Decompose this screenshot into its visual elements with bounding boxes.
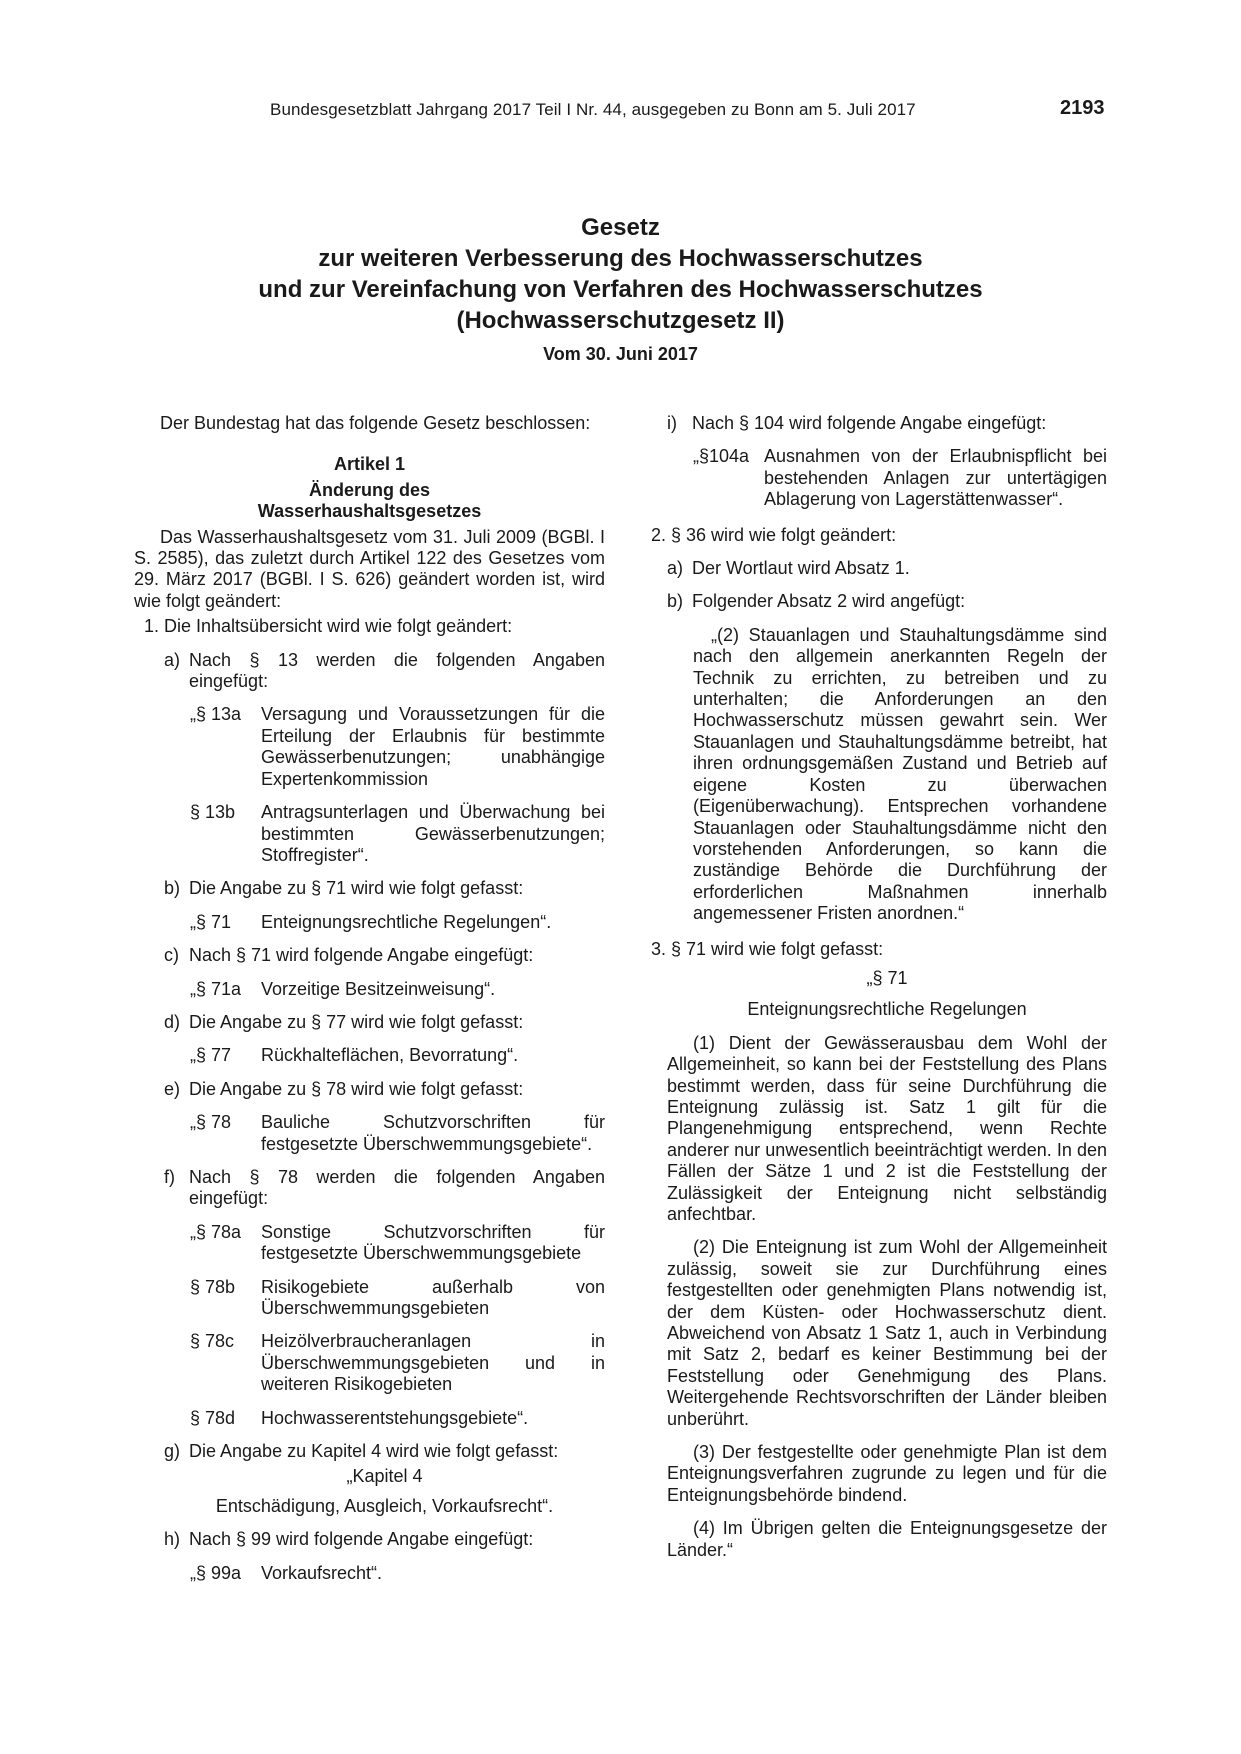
list-item-b xyxy=(164,878,605,899)
entry-text: Vorkaufsrecht“. xyxy=(261,1562,383,1583)
entry-text: Vorzeitige Besitzeinweisung“. xyxy=(261,978,496,999)
list-label: d) xyxy=(164,1011,181,1032)
right-column xyxy=(641,413,1107,1561)
article-title-line-2: Wasserhaushaltsgesetzes xyxy=(257,501,482,522)
list-item-2b xyxy=(667,591,1107,612)
chapter-quote-heading: „Kapitel 4 xyxy=(346,1466,423,1487)
list-text: Nach § 13 werden die folgenden Angaben eingefügt: xyxy=(189,649,605,692)
intro-paragraph: Der Bundestag hat das folgende Gesetz beschlossen: xyxy=(160,413,591,433)
article-heading: Artikel 1 xyxy=(333,454,406,475)
entry-number: § 78d xyxy=(190,1407,236,1428)
list-label: a) xyxy=(164,649,181,670)
entry-number: „§ 71a xyxy=(190,978,242,999)
law-date: Vom 30. Juni 2017 xyxy=(543,344,698,364)
list-text: Die Angabe zu § 71 wird wie folgt gefasst: xyxy=(189,878,524,899)
toc-entry xyxy=(190,912,605,933)
toc-entry xyxy=(190,704,605,790)
list-label: 3. xyxy=(651,938,667,959)
title-line-4: (Hochwasserschutzgesetz II) xyxy=(456,307,785,334)
title-line-1: Gesetz xyxy=(581,214,660,241)
page-number: 2193 xyxy=(1060,97,1105,119)
list-text: Die Angabe zu Kapitel 4 wird wie folgt gefasst: xyxy=(189,1441,559,1462)
toc-entry xyxy=(190,1222,605,1265)
list-text: Die Angabe zu § 77 wird wie folgt gefasst: xyxy=(189,1011,524,1032)
toc-entry xyxy=(190,979,605,1000)
entry-number: § 78b xyxy=(190,1276,236,1297)
entry-number: „§ 13a xyxy=(190,704,242,725)
list-label: b) xyxy=(164,878,181,899)
list-label: e) xyxy=(164,1078,181,1099)
article-title-line-1: Änderung des xyxy=(308,479,430,500)
toc-entry xyxy=(190,1408,605,1429)
section-71-paragraph-1: (1) Dient der Gewässerausbau dem Wohl der Allgemeinheit, so kann bei der Feststellung des Plans bestimmt werden, dass für seine Durchführung die Enteignung zulässig ist. Satz 1 gilt für die Plangenehmigung entsprechend, wenn Rechte anderer nur unwesentlich beeinträchtigt werden. In den Fällen der Sätze 1 und 2 ist die Feststellung der Zulässigkeit der Enteignung nicht selbständig anfechtbar. xyxy=(667,1032,1107,1224)
list-item-2 xyxy=(641,525,1107,546)
list-item-c xyxy=(164,945,605,966)
toc-entry xyxy=(190,1563,605,1584)
entry-number: „§104a xyxy=(693,446,750,467)
list-item-f xyxy=(164,1167,605,1210)
list-text: Die Inhaltsübersicht wird wie folgt geändert: xyxy=(164,616,513,637)
list-item-e xyxy=(164,1079,605,1100)
entry-text: Enteignungsrechtliche Regelungen“. xyxy=(261,911,552,932)
list-item-g xyxy=(164,1441,605,1462)
entry-text: Bauliche Schutzvorschriften für festgesetzte Überschwemmungsgebiete“. xyxy=(261,1112,605,1154)
list-item-3 xyxy=(641,939,1107,960)
list-item-h xyxy=(164,1529,605,1550)
toc-entry xyxy=(190,1331,605,1395)
list-text: Der Wortlaut wird Absatz 1. xyxy=(692,558,910,579)
entry-text: Risikogebiete außerhalb von Überschwemmungsgebieten xyxy=(261,1276,605,1318)
list-item-a xyxy=(164,650,605,693)
list-label: f) xyxy=(164,1166,175,1187)
list-label: h) xyxy=(164,1529,181,1550)
entry-number: § 13b xyxy=(190,802,236,823)
toc-entry xyxy=(190,1277,605,1320)
entry-text: Sonstige Schutzvorschriften für festgesetzte Überschwemmungsgebiete xyxy=(261,1221,605,1264)
list-label: a) xyxy=(667,558,684,579)
list-label: i) xyxy=(667,413,677,433)
entry-number: „§ 77 xyxy=(190,1045,232,1066)
title-line-3: und zur Vereinfachung von Verfahren des Hochwasserschutzes xyxy=(258,276,983,303)
entry-number: „§ 99a xyxy=(190,1562,242,1583)
list-item-1 xyxy=(134,616,605,637)
list-text: Nach § 78 werden die folgenden Angaben eingefügt: xyxy=(189,1166,605,1209)
chapter-quote-title: Entschädigung, Ausgleich, Vorkaufsrecht“. xyxy=(215,1495,554,1516)
entry-text: Rückhalteflächen, Bevorratung“. xyxy=(261,1045,519,1066)
running-header: Bundesgesetzblatt Jahrgang 2017 Teil I Nr. 44, ausgegeben zu Bonn am 5. Juli 2017 xyxy=(270,100,916,119)
list-text: § 71 wird wie folgt gefasst: xyxy=(671,938,884,959)
section-71-paragraph-2: (2) Die Enteignung ist zum Wohl der Allgemeinheit zulässig, soweit sie zur Durchführung eines festgestellten oder genehmigten Plans notwendig ist, der dem Küsten- oder Hochwasserschutz dient. Abweichend von Absatz 1 Satz 1, auch in Verbindung mit Satz 2, bedarf es keiner Bestimmung bei der Feststellung oder Genehmigung des Plans. Weitergehende Rechtsvorschriften der Länder bleiben unberührt. xyxy=(667,1237,1107,1429)
list-item-i xyxy=(667,413,1107,434)
list-text: Folgender Absatz 2 wird angefügt: xyxy=(692,591,966,612)
toc-entry xyxy=(693,446,1107,510)
entry-number: „§ 71 xyxy=(190,911,232,932)
list-item-d xyxy=(164,1012,605,1033)
entry-text: Ausnahmen von der Erlaubnispflicht bei bestehenden Anlagen zur untertägigen Ablagerung von Lagerstättenwasser“. xyxy=(764,446,1107,510)
entry-text: Antragsunterlagen und Überwachung bei bestimmten Gewässerbenutzungen; Stoffregister“. xyxy=(261,802,605,865)
list-text: Nach § 104 wird folgende Angabe eingefügt: xyxy=(692,413,1047,433)
list-label: c) xyxy=(164,945,179,966)
section-71-paragraph-4: (4) Im Übrigen gelten die Enteignungsgesetze der Länder.“ xyxy=(667,1518,1107,1560)
toc-entry xyxy=(190,802,605,866)
left-column xyxy=(134,413,605,1584)
paragraph-36-2-quote: „(2) Stauanlagen und Stauhaltungsdämme sind nach den allgemein anerkannten Regeln der Technik zu errichten, zu betreiben und zu unterhalten; die Anforderungen an den Hochwasserschutz müssen gewahrt sein. Wer Stauanlagen und Stauhaltungsdämme betreibt, hat ihren ordnungsgemäßen Zustand und Betrieb auf eigene Kosten zu überwachen (Eigenüberwachung). Entsprechen vorhandene Stauanlagen oder Stauhaltungsdämme nicht den vorstehenden Anforderungen, so kann die zuständige Behörde die Durchführung der erforderlichen Maßnahmen innerhalb angemessener Fristen anordnen.“ xyxy=(693,624,1107,924)
list-text: Die Angabe zu § 78 wird wie folgt gefasst: xyxy=(189,1078,524,1099)
list-text: Nach § 71 wird folgende Angabe eingefügt: xyxy=(189,945,534,966)
list-label: 1. xyxy=(144,616,160,637)
list-label: b) xyxy=(667,591,684,612)
article-intro-paragraph: Das Wasserhaushaltsgesetz vom 31. Juli 2009 (BGBl. I S. 2585), das zuletzt durch Artikel 122 des Gesetzes vom 29. März 2017 (BGBl. I S. 626) geändert worden ist, wird wie folgt geändert: xyxy=(134,526,605,611)
list-text: § 36 wird wie folgt geändert: xyxy=(671,524,897,545)
list-item-2a xyxy=(667,558,1107,579)
entry-number: „§ 78 xyxy=(190,1112,232,1133)
entry-number: „§ 78a xyxy=(190,1221,242,1242)
entry-text: Hochwasserentstehungsgebiete“. xyxy=(261,1407,529,1428)
toc-entry xyxy=(190,1045,605,1066)
list-label: g) xyxy=(164,1441,181,1462)
entry-number: § 78c xyxy=(190,1331,235,1352)
list-text: Nach § 99 wird folgende Angabe eingefügt: xyxy=(189,1529,534,1550)
section-71-title: Enteignungsrechtliche Regelungen xyxy=(747,999,1027,1020)
title-line-2: zur weiteren Verbesserung des Hochwasserschutzes xyxy=(318,245,923,272)
toc-entry xyxy=(190,1112,605,1155)
section-71-paragraph-3: (3) Der festgestellte oder genehmigte Plan ist dem Enteignungsverfahren zugrunde zu legen und für die Enteignungsbehörde bindend. xyxy=(667,1442,1107,1505)
entry-text: Heizölverbraucheranlagen in Überschwemmungsgebieten und in weiteren Risikogebieten xyxy=(261,1331,605,1395)
section-71-heading: „§ 71 xyxy=(866,967,908,988)
law-title xyxy=(0,212,1241,336)
list-label: 2. xyxy=(651,524,667,545)
entry-text: Versagung und Voraussetzungen für die Erteilung der Erlaubnis für bestimmte Gewässerbenutzungen; unabhängige Expertenkommission xyxy=(261,704,605,789)
